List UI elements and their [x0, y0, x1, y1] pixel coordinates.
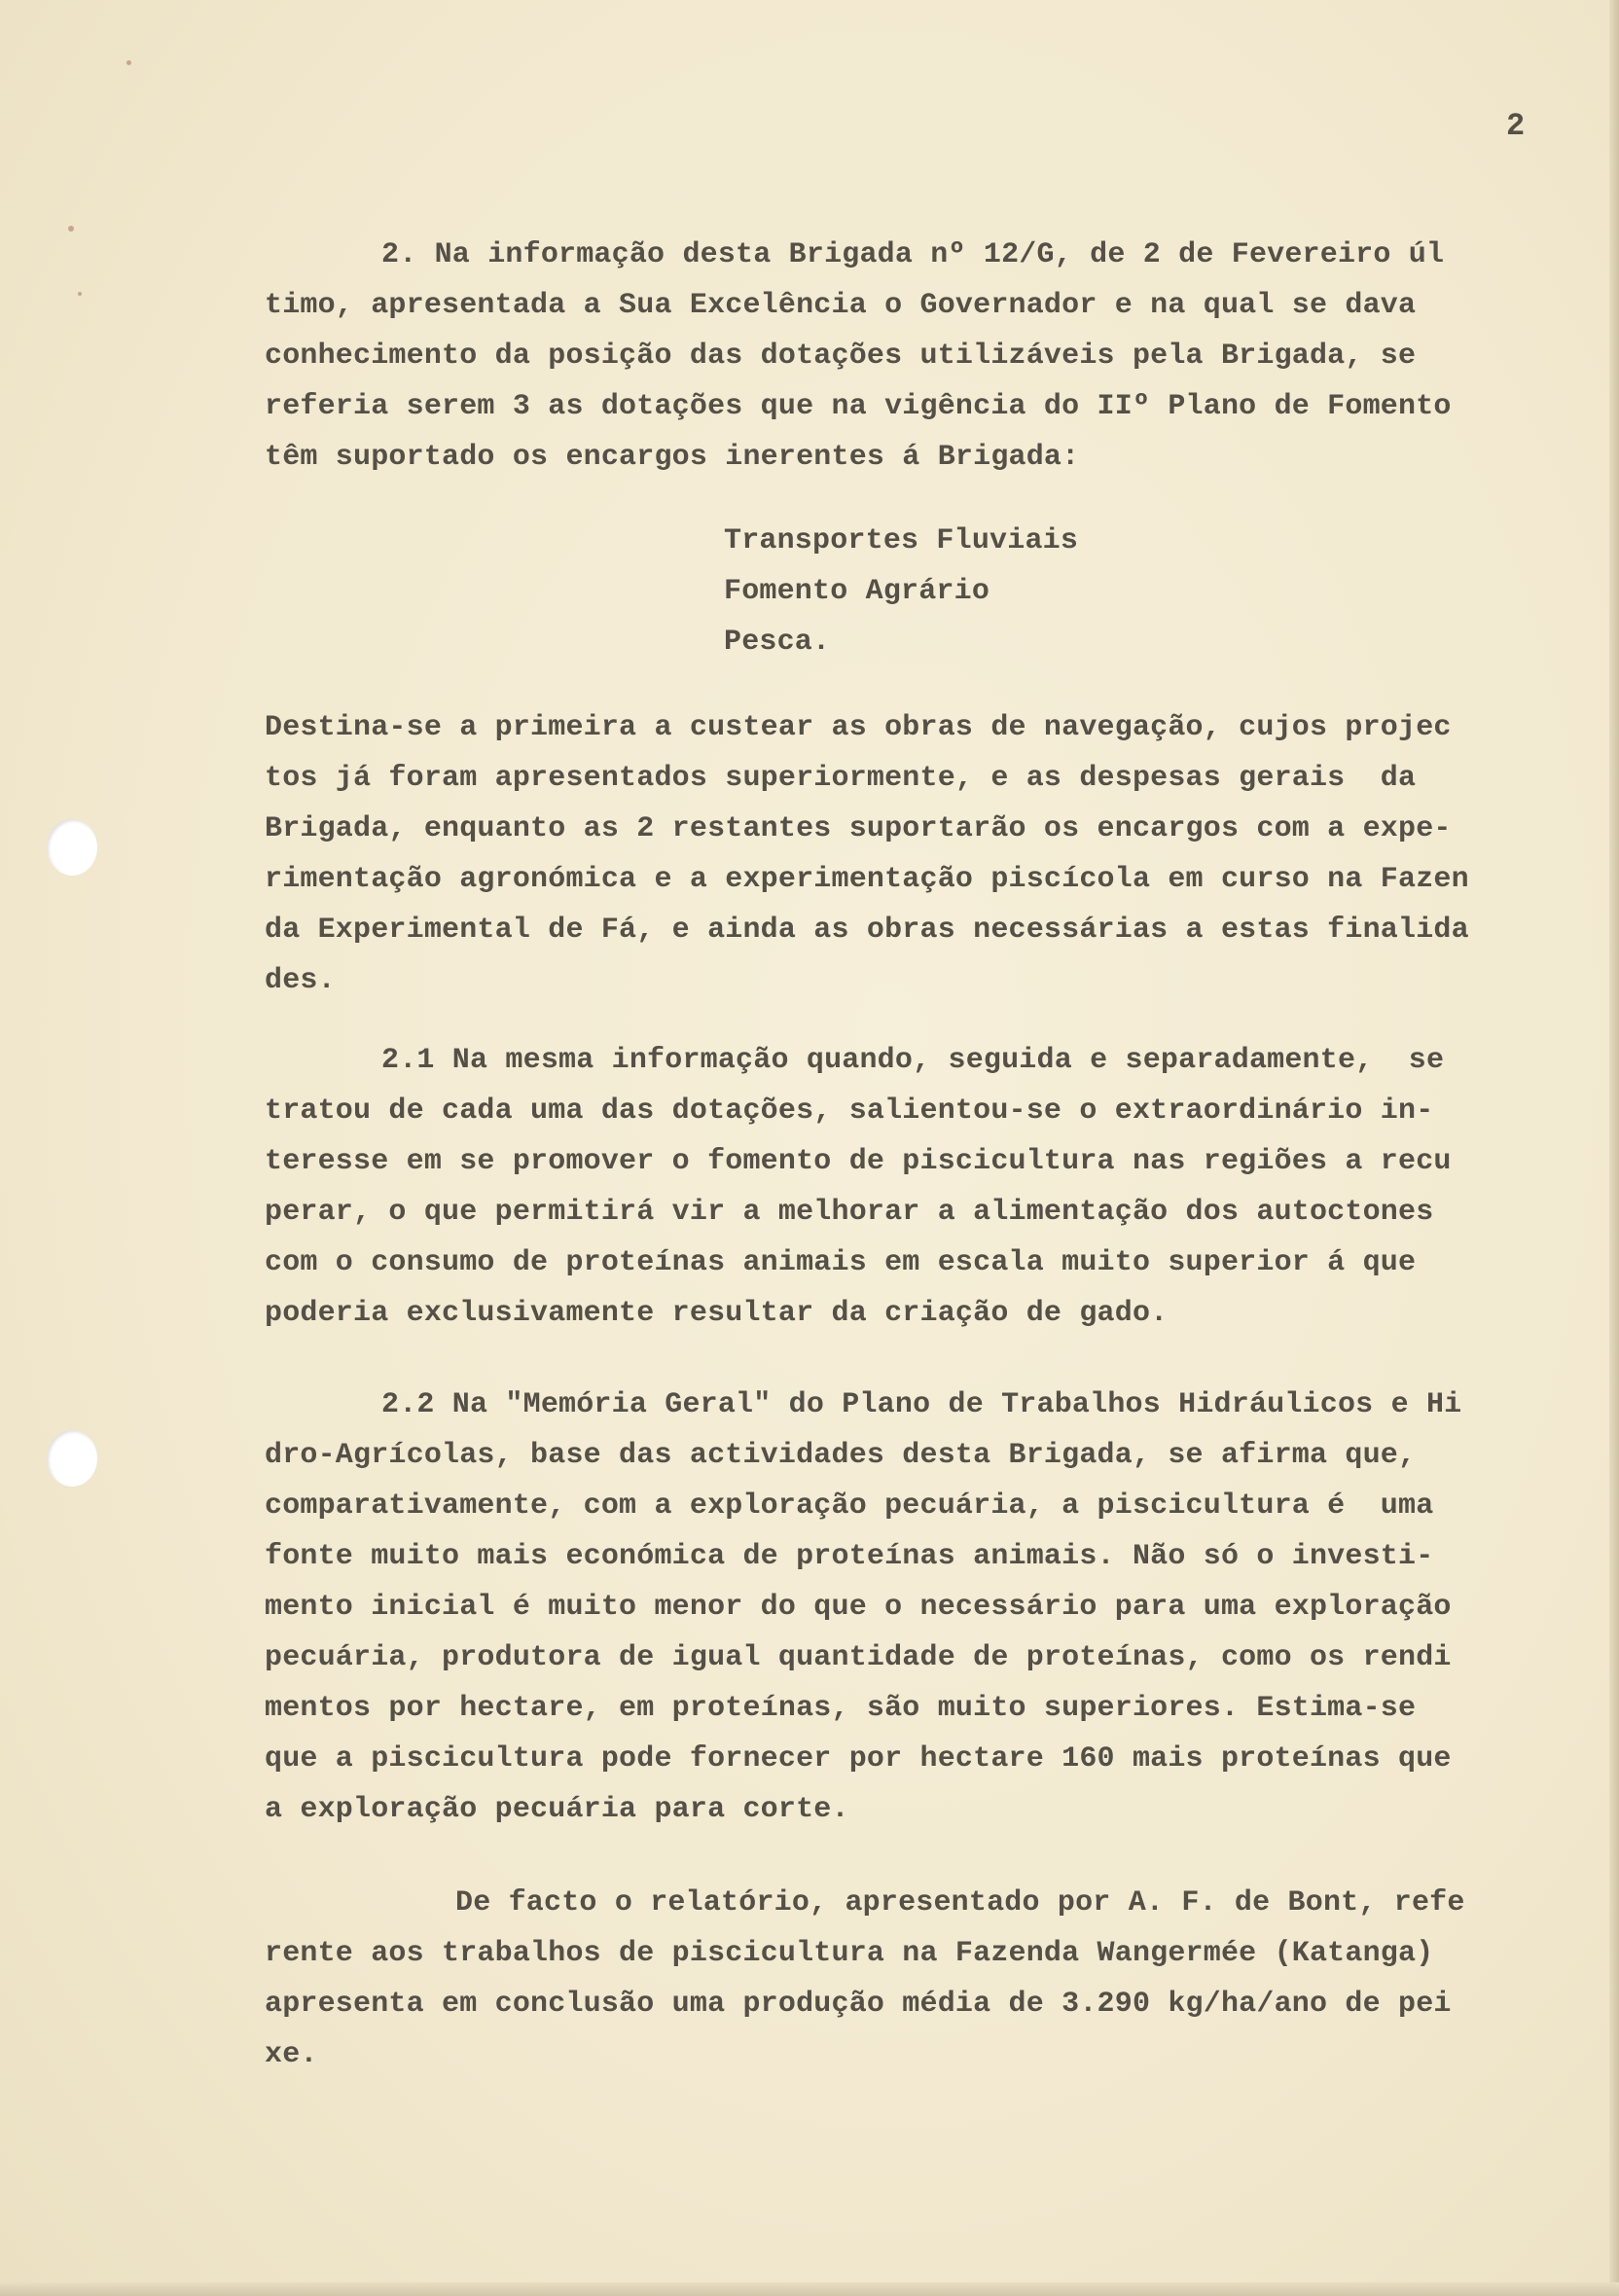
- text-line: mentos por hectare, em proteínas, são muito superiores. Estima-se: [265, 1692, 1417, 1725]
- text-line: referia serem 3 as dotações que na vigência do IIº Plano de Fomento: [265, 390, 1452, 423]
- paper-edge-bottom: [0, 2282, 1619, 2296]
- text-line: rimentação agronómica e a experimentação piscícola em curso na Fazen: [265, 863, 1469, 896]
- ink-speck: [68, 226, 74, 232]
- text-line: 2.1 Na mesma informação quando, seguida e separadamente, se: [381, 1044, 1445, 1077]
- paper-edge-right: [1609, 0, 1619, 2296]
- punch-hole-lower: [47, 1430, 97, 1487]
- list-item: Fomento Agrário: [724, 575, 990, 608]
- text-line: 2. Na informação desta Brigada nº 12/G, de 2 de Fevereiro úl: [381, 238, 1445, 271]
- text-line: des.: [265, 964, 336, 997]
- text-line: comparativamente, com a exploração pecuária, a piscicultura é uma: [265, 1489, 1434, 1523]
- punch-hole-upper: [47, 819, 97, 876]
- text-line: rente aos trabalhos de piscicultura na Fazenda Wangermée (Katanga): [265, 1937, 1434, 1970]
- text-line: xe.: [265, 2038, 318, 2071]
- text-line: perar, o que permitirá vir a melhorar a alimentação dos autoctones: [265, 1196, 1434, 1229]
- ink-speck: [126, 60, 131, 65]
- text-line: tratou de cada uma das dotações, salientou-se o extraordinário in-: [265, 1094, 1434, 1128]
- text-line: a exploração pecuária para corte.: [265, 1793, 849, 1826]
- text-line: apresenta em conclusão uma produção média de 3.290 kg/ha/ano de pei: [265, 1988, 1452, 2021]
- text-line: Destina-se a primeira a custear as obras de navegação, cujos projec: [265, 711, 1452, 744]
- list-item: Transportes Fluviais: [724, 524, 1079, 557]
- text-line: da Experimental de Fá, e ainda as obras necessárias a estas finalida: [265, 914, 1469, 947]
- text-line: fonte muito mais económica de proteínas animais. Não só o investi-: [265, 1540, 1434, 1573]
- text-line: timo, apresentada a Sua Excelência o Governador e na qual se dava: [265, 289, 1417, 322]
- text-line: pecuária, produtora de igual quantidade de proteínas, como os rendi: [265, 1641, 1452, 1674]
- text-line: dro-Agrícolas, base das actividades desta Brigada, se afirma que,: [265, 1439, 1417, 1472]
- text-line: De facto o relatório, apresentado por A. F. de Bont, refe: [455, 1886, 1465, 1919]
- text-line: têm suportado os encargos inerentes á Brigada:: [265, 441, 1080, 474]
- text-line: Brigada, enquanto as 2 restantes suportarão os encargos com a expe-: [265, 812, 1452, 845]
- list-item: Pesca.: [724, 626, 831, 659]
- text-line: poderia exclusivamente resultar da criação de gado.: [265, 1297, 1169, 1330]
- text-line: que a piscicultura pode fornecer por hectare 160 mais proteínas que: [265, 1742, 1452, 1776]
- ink-speck: [78, 292, 82, 296]
- text-line: 2.2 Na "Memória Geral" do Plano de Trabalhos Hidráulicos e Hi: [381, 1388, 1462, 1421]
- text-line: conhecimento da posição das dotações utilizáveis pela Brigada, se: [265, 340, 1417, 373]
- page-number: 2: [1506, 108, 1526, 144]
- text-line: tos já foram apresentados superiormente, e as despesas gerais da: [265, 762, 1417, 795]
- text-line: com o consumo de proteínas animais em escala muito superior á que: [265, 1246, 1417, 1279]
- text-line: mento inicial é muito menor do que o necessário para uma exploração: [265, 1591, 1452, 1624]
- text-line: teresse em se promover o fomento de piscicultura nas regiões a recu: [265, 1145, 1452, 1178]
